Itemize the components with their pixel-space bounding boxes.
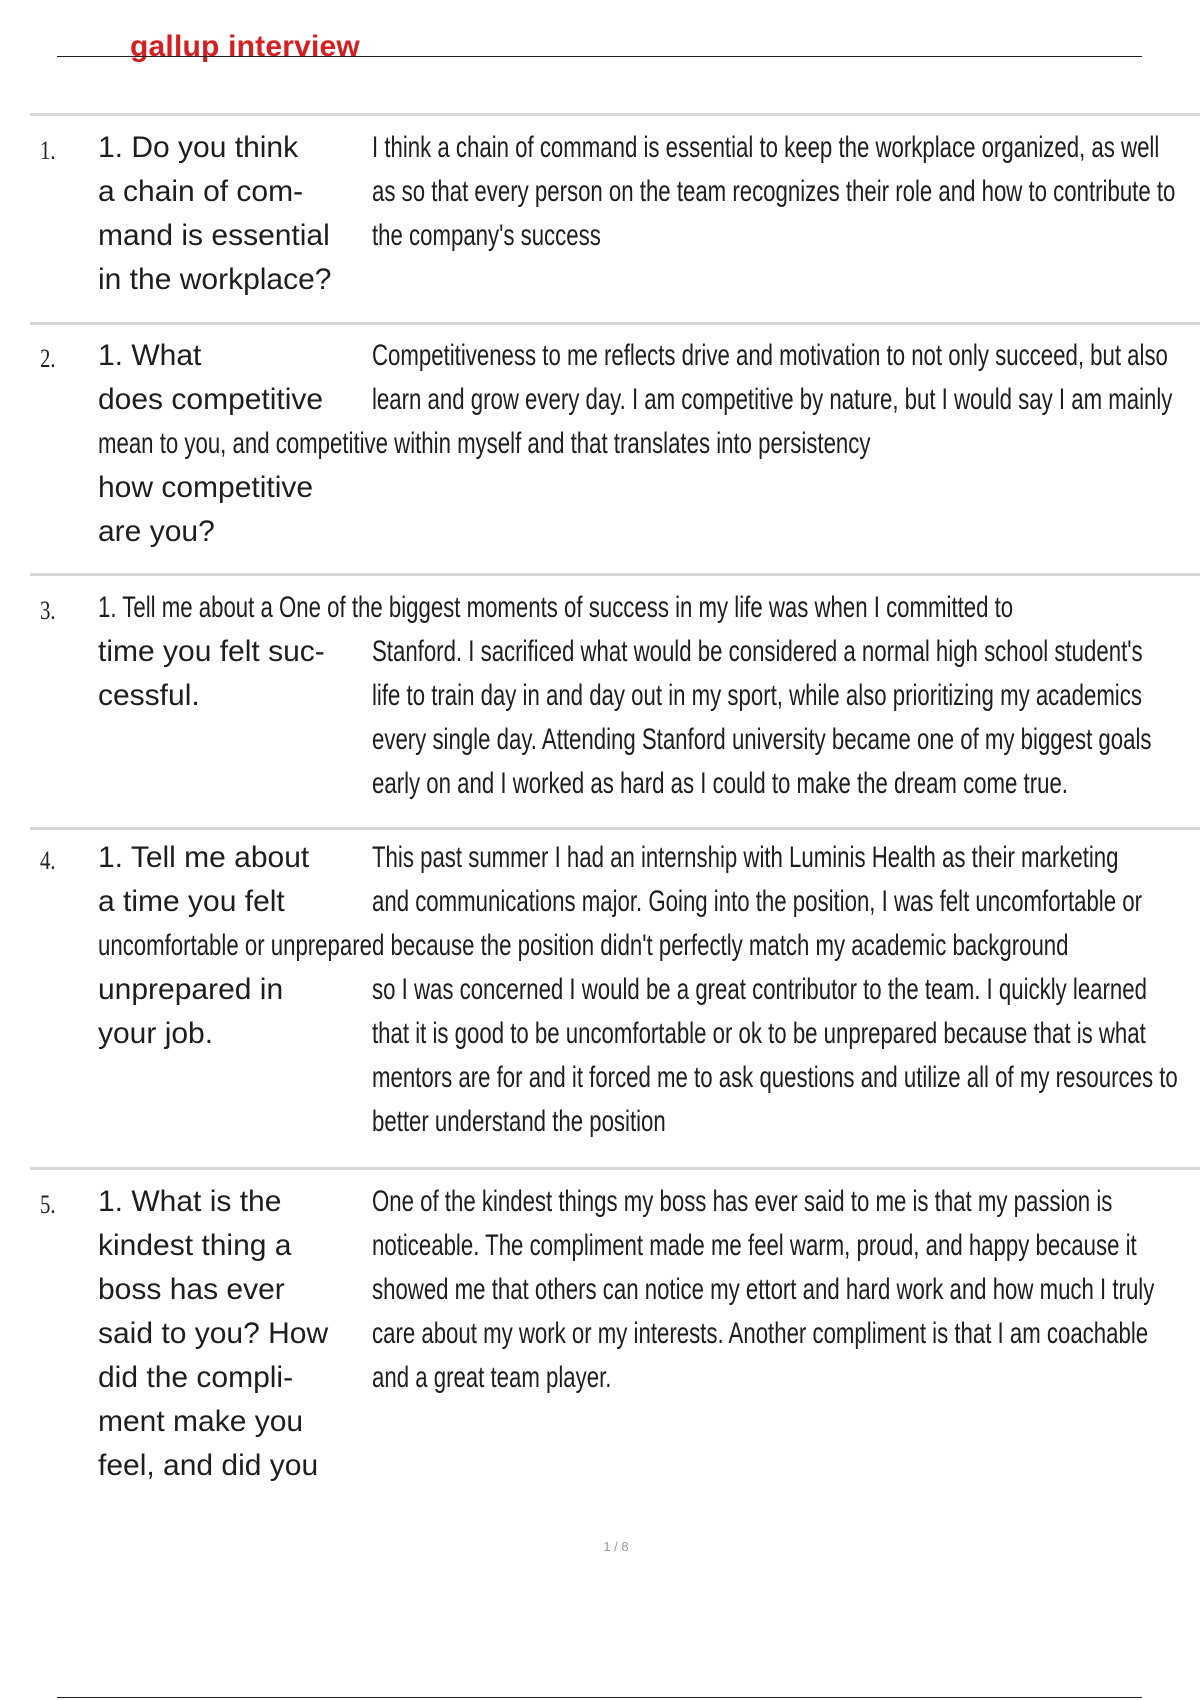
qa-item-3 xyxy=(30,586,1200,816)
answer-line: the company's success xyxy=(372,219,601,252)
item-number: 4. xyxy=(40,846,56,875)
answer-line: I think a chain of command is essential to keep the workplace organized, as well xyxy=(372,131,1160,164)
spanning-line: 1. Tell me about a One of the biggest moments of success in my life was when I committed to xyxy=(98,591,1014,624)
question xyxy=(98,630,325,718)
question-line: your job. xyxy=(98,1017,214,1050)
question-line: unprepared in xyxy=(98,973,284,1006)
question-line: boss has ever xyxy=(98,1273,285,1306)
page-number: 1 / 8 xyxy=(603,1539,629,1554)
answer-line: better understand the position xyxy=(372,1105,666,1138)
question-continued xyxy=(98,968,283,1056)
question-line: 1. What is the xyxy=(98,1185,282,1218)
question-line: 1. Tell me about xyxy=(98,841,310,874)
qa-item-1 xyxy=(30,126,1200,316)
item-number: 3. xyxy=(40,596,56,625)
question-line: mand is essential xyxy=(98,219,330,252)
question-line: are you? xyxy=(98,515,215,548)
qa-item-2 xyxy=(30,334,1200,564)
answer-line: care about my work or my interests. Another compliment is that I am coachable xyxy=(372,1317,1149,1350)
row-separator xyxy=(30,573,1200,576)
answer-line: and a great team player. xyxy=(372,1361,612,1394)
row-separator xyxy=(30,827,1200,830)
question-continued xyxy=(98,466,313,554)
question-line: cessful. xyxy=(98,679,200,712)
item-number: 5. xyxy=(40,1190,56,1219)
answer-line: Stanford. I sacrificed what would be considered a normal high school student's xyxy=(372,635,1143,668)
row-separator xyxy=(30,1167,1200,1170)
item-number: 1. xyxy=(40,136,56,165)
answer xyxy=(372,334,1200,422)
question-line: kindest thing a xyxy=(98,1229,292,1262)
question-line: 1. What xyxy=(98,339,202,372)
question-line: a time you felt xyxy=(98,885,285,918)
answer-line: Competitiveness to me reflects drive and motivation to not only succeed, but also xyxy=(372,339,1168,372)
qa-item-4 xyxy=(30,836,1200,1161)
answer-line: and communications major. Going into the position, I was felt uncomfortable or xyxy=(372,885,1143,918)
answer xyxy=(372,836,1200,924)
answer-line: learn and grow every day. I am competitive by nature, but I would say I am mainly xyxy=(372,383,1173,416)
answer-line: mentors are for and it forced me to ask questions and utilize all of my resources to xyxy=(372,1061,1178,1094)
answer-line: as so that every person on the team recognizes their role and how to contribute to xyxy=(372,175,1176,208)
question xyxy=(98,334,323,422)
spanning-line: uncomfortable or unprepared because the position didn't perfectly match my academic background xyxy=(98,929,1069,962)
document-title: gallup interview xyxy=(130,30,360,63)
answer xyxy=(372,630,1200,806)
question-line: did the compli- xyxy=(98,1361,294,1394)
answer-line: early on and I worked as hard as I could to make the dream come true. xyxy=(372,767,1068,800)
answer-line: that it is good to be uncomfortable or ok to be unprepared because that is what xyxy=(372,1017,1146,1050)
footer-rule xyxy=(57,1697,1142,1698)
spanning-line: mean to you, and competitive within myself and that translates into persistency xyxy=(98,427,871,460)
row-separator xyxy=(30,113,1200,116)
question-line: a chain of com- xyxy=(98,175,304,208)
answer-line: life to train day in and day out in my sport, while also prioritizing my academics xyxy=(372,679,1142,712)
question xyxy=(98,126,331,302)
item-number: 2. xyxy=(40,344,56,373)
answer-line: so I was concerned I would be a great contributor to the team. I quickly learned xyxy=(372,973,1147,1006)
question-line: time you felt suc- xyxy=(98,635,325,668)
answer xyxy=(372,1180,1200,1400)
answer-line: every single day. Attending Stanford university became one of my biggest goals xyxy=(372,723,1152,756)
answer-line: showed me that others can notice my ettort and hard work and how much I truly xyxy=(372,1273,1155,1306)
question-line: ment make you xyxy=(98,1405,304,1438)
question-line: feel, and did you xyxy=(98,1449,319,1482)
answer-continued xyxy=(372,968,1200,1144)
question-line: 1. Do you think xyxy=(98,131,299,164)
question-line: in the workplace? xyxy=(98,263,332,296)
question xyxy=(98,836,309,924)
question-line: how competitive xyxy=(98,471,314,504)
question-line: does competitive xyxy=(98,383,324,416)
qa-item-5 xyxy=(30,1180,1200,1500)
answer-line: noticeable. The compliment made me feel warm, proud, and happy because it xyxy=(372,1229,1137,1262)
question-line: said to you? How xyxy=(98,1317,329,1350)
question xyxy=(98,1180,328,1488)
answer-line: This past summer I had an internship with Luminis Health as their marketing xyxy=(372,841,1119,874)
row-separator xyxy=(30,322,1200,325)
answer xyxy=(372,126,1200,258)
answer-line: One of the kindest things my boss has ever said to me is that my passion is xyxy=(372,1185,1113,1218)
